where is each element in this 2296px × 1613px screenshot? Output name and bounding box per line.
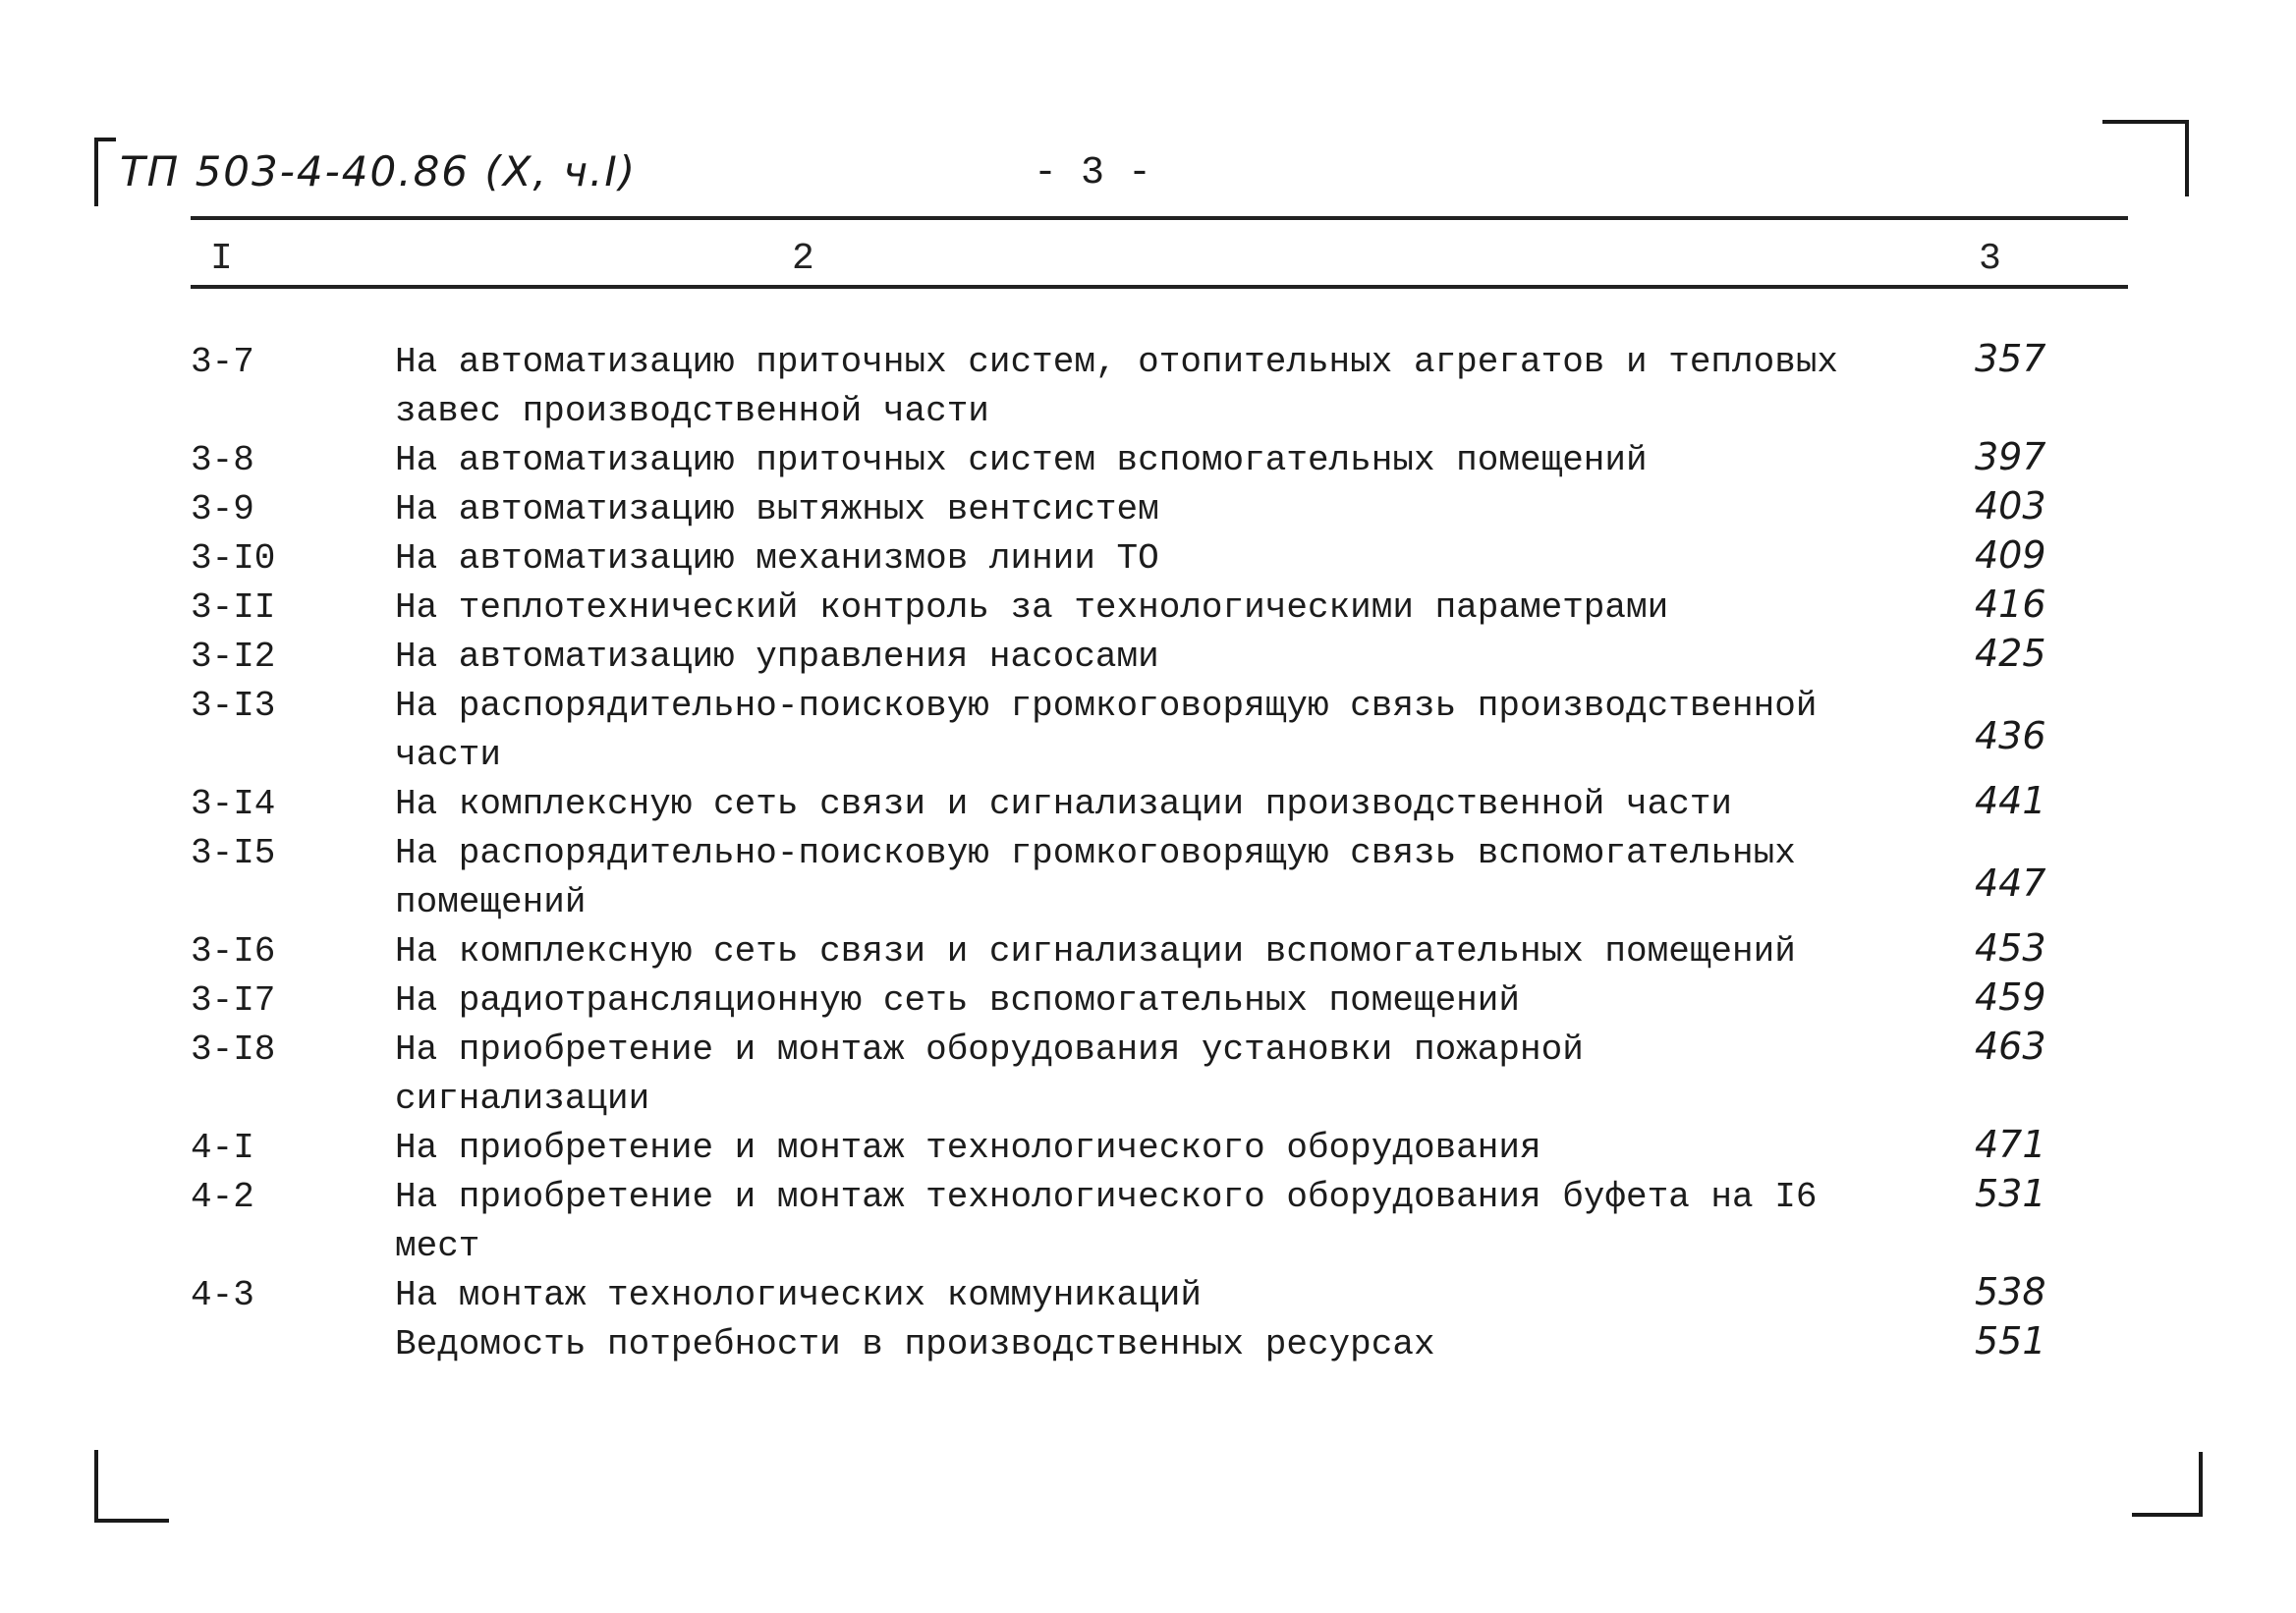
row-code: 3-II: [191, 587, 276, 628]
table-row: [191, 633, 2106, 682]
row-title: На монтаж технологических коммуникаций: [395, 1275, 1202, 1315]
row-title: На приобретение и монтаж технологического оборудования: [395, 1128, 1541, 1168]
table-row: [191, 1271, 2106, 1320]
row-title: Ведомость потребности в производственных ресурсах: [395, 1324, 1435, 1364]
row-title: На приобретение и монтаж технологического оборудования буфета на I6 мест: [395, 1177, 1818, 1266]
corner-mark-bottom-left: [94, 1450, 169, 1523]
row-title: На распорядительно-поисковую громкоговорящую связь вспомогательных помещений: [395, 833, 1796, 922]
row-title: На радиотрансляционную сеть вспомогательных помещений: [395, 980, 1520, 1021]
table-top-rule: [191, 216, 2128, 220]
corner-mark-top-right: [2102, 120, 2189, 196]
row-page: 447: [1975, 862, 2046, 905]
document-code: ТП 503-4-40.86 (Х, ч.I): [120, 147, 638, 195]
row-page: 425: [1975, 632, 2046, 675]
table-row: [191, 1124, 2106, 1173]
row-page: 453: [1975, 926, 2046, 970]
row-title: На приобретение и монтаж оборудования установки пожарной сигнализации: [395, 1029, 1584, 1119]
row-page: 397: [1975, 435, 2046, 478]
row-title: На комплексную сеть связи и сигнализации производственной части: [395, 784, 1733, 824]
table-row: [191, 682, 2106, 780]
table-row: [191, 829, 2106, 927]
row-code: 3-7: [191, 342, 254, 382]
contents-list: [191, 338, 2106, 1369]
column-header-1: I: [210, 238, 233, 280]
row-code: 4-2: [191, 1177, 254, 1217]
row-title: На теплотехнический контроль за технологическими параметрами: [395, 587, 1669, 628]
row-code: 3-9: [191, 489, 254, 529]
row-page: 463: [1975, 1025, 2046, 1068]
row-title: На автоматизацию вытяжных вентсистем: [395, 489, 1159, 529]
page-number: - 3 -: [1034, 151, 1152, 195]
row-page: 551: [1975, 1319, 2046, 1363]
row-code: 4-3: [191, 1275, 254, 1315]
row-page: 436: [1975, 714, 2046, 757]
row-code: 3-I6: [191, 931, 276, 972]
row-page: 409: [1975, 533, 2046, 577]
table-row: [191, 1320, 2106, 1369]
row-code: 4-I: [191, 1128, 254, 1168]
corner-mark-top-left: [94, 138, 116, 206]
table-row: [191, 1173, 2106, 1271]
row-title: На автоматизацию управления насосами: [395, 637, 1159, 677]
row-code: 3-I0: [191, 538, 276, 579]
row-code: 3-I3: [191, 686, 276, 726]
row-code: 3-I8: [191, 1029, 276, 1070]
table-row: [191, 338, 2106, 436]
row-code: 3-I5: [191, 833, 276, 873]
table-row: [191, 976, 2106, 1026]
row-page: 459: [1975, 975, 2046, 1019]
row-code: 3-I2: [191, 637, 276, 677]
table-header-rule: [191, 285, 2128, 289]
row-title: На автоматизацию приточных систем, отопительных агрегатов и тепловых завес производственной части: [395, 342, 1839, 431]
row-code: 3-I4: [191, 784, 276, 824]
row-page: 441: [1975, 779, 2046, 822]
row-code: 3-I7: [191, 980, 276, 1021]
row-page: 471: [1975, 1123, 2046, 1166]
row-page: 538: [1975, 1270, 2046, 1313]
table-row: [191, 534, 2106, 584]
row-title: На комплексную сеть связи и сигнализации вспомогательных помещений: [395, 931, 1796, 972]
table-row: [191, 780, 2106, 829]
row-page: 403: [1975, 484, 2046, 528]
row-title: На автоматизацию механизмов линии ТО: [395, 538, 1159, 579]
column-header-3: 3: [1979, 238, 2001, 280]
row-code: 3-8: [191, 440, 254, 480]
row-page: 416: [1975, 583, 2046, 626]
table-row: [191, 584, 2106, 633]
table-row: [191, 436, 2106, 485]
row-title: На автоматизацию приточных систем вспомогательных помещений: [395, 440, 1648, 480]
row-page: 357: [1975, 337, 2046, 380]
corner-mark-bottom-right: [2132, 1452, 2203, 1517]
row-page: 531: [1975, 1172, 2046, 1215]
row-title: На распорядительно-поисковую громкоговорящую связь производственной части: [395, 686, 1818, 775]
table-row: [191, 927, 2106, 976]
table-row: [191, 1026, 2106, 1124]
table-row: [191, 485, 2106, 534]
column-header-2: 2: [792, 238, 814, 280]
